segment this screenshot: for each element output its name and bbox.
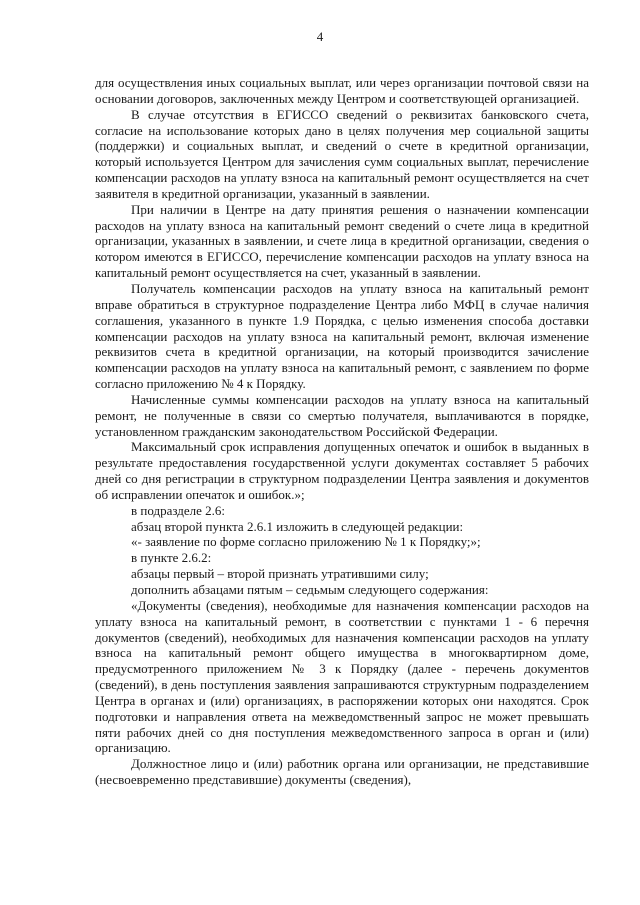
- paragraph: в пункте 2.6.2:: [131, 550, 212, 566]
- paragraph: в подразделе 2.6:: [131, 502, 226, 518]
- paragraph: Начисленные суммы компенсации расходов на уплату взноса на капитальный ремонт, не полученные в связи со смертью получателя, выплачиваются в порядке, установленном гражданским законодательством Российской Федерации.: [95, 391, 589, 439]
- paragraph: «- заявление по форме согласно приложению № 1 к Порядку;»;: [131, 534, 481, 550]
- paragraph: абзацы первый – второй признать утратившими силу;: [131, 566, 429, 582]
- paragraph: Должностное лицо и (или) работник органа или организации, не представившие (несвоевременно представившие) документы (сведения),: [95, 756, 589, 788]
- paragraph: дополнить абзацами пятым – седьмым следующего содержания:: [131, 582, 489, 597]
- paragraph: Получатель компенсации расходов на уплату взноса на капитальный ремонт вправе обратиться в структурное подразделение Центра либо МФЦ в случае наличия соглашения, указанного в пункте 1.9 Порядка, с целью изменения способа доставки компенсации расходов на уплату взноса на капитальный ремонт, включая изменение реквизитов счета в кредитной организации, на который производится зачисление компенсации расходов на уплату взноса на капитальный ремонт, с заявлением по форме согласно приложению № 4 к Порядку.: [95, 280, 589, 392]
- paragraph: Максимальный срок исправления допущенных опечаток и ошибок в выданных в результате предоставления государственной услуги документах составляет 5 рабочих дней со дня регистрации в структурном подразделении Центра заявления и документов об исправлении опечаток и ошибок.»;: [95, 439, 589, 502]
- paragraph: абзац второй пункта 2.6.1 изложить в следующей редакции:: [131, 518, 464, 534]
- paragraph: для осуществления иных социальных выплат, или через организации почтовой связи на основании договоров, заключенных между Центром и соответствующей организацией.: [95, 75, 589, 106]
- paragraph: «Документы (сведения), необходимые для назначения компенсации расходов на уплату взноса на капитальный ремонт, в соответствии с пунктами 1 - 6 перечня документов (сведений), необходимых для назначения компенсации расходов на уплату взноса на капитальный ремонт общего имущества в многоквартирном доме, предусмотренного приложением № 3 к Порядку (далее - перечень документов (сведений), в день поступления заявления запрашиваются структурным подразделением Центра в органах и (или) организациях, в распоряжении которых они находятся. Срок подготовки и направления ответа на межведомственный запрос не может превышать пяти рабочих дней со дня поступления межведомственного запроса в орган и (или) организацию.: [95, 597, 589, 756]
- document-body: [95, 75, 589, 788]
- page-number: 4: [316, 29, 324, 44]
- paragraph: При наличии в Центре на дату принятия решения о назначении компенсации расходов на уплату взноса на капитальный ремонт сведений о счете лица в кредитной организации, указанных в заявлении, и счете лица в кредитной организации, сведения о котором имеются в ЕГИССО, перечисление компенсации расходов на уплату взноса на капитальный ремонт осуществляется на счет, указанный в заявлении.: [95, 201, 589, 281]
- paragraph: В случае отсутствия в ЕГИССО сведений о реквизитах банковского счета, согласие на использование которых дано в целях получения мер социальной защиты (поддержки) и социальных выплат, и сведений о счете в кредитной организации, который используется Центром для зачисления сумм социальных выплат, перечисление компенсации расходов на уплату взноса на капитальный ремонт осуществляется на счет заявителя в кредитной организации, указанный в заявлении.: [95, 106, 589, 201]
